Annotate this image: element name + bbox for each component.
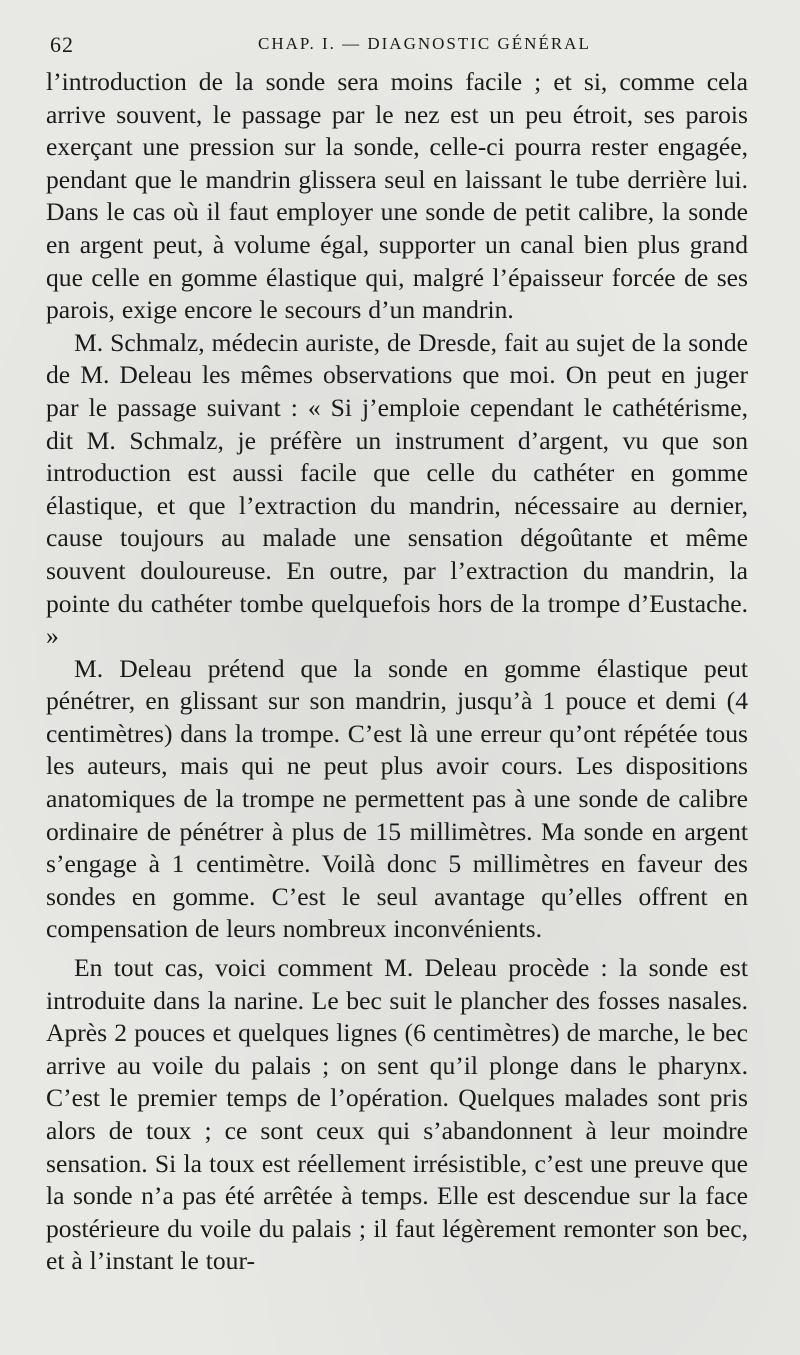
paragraph-3: M. Deleau prétend que la sonde en gomme élastique peut pénétrer, en glissant sur son mandrin, jusqu’à 1 pouce et demi (4 centimètres) dans la trompe. C’est là une erreur qu’ont répétée tous les auteurs, mais qui ne peut plus avoir cours. Les dispositions anatomiques de la trompe ne permettent pas à une sonde de calibre ordinaire de pénétrer à plus de 15 millimètres. Ma sonde en argent s’engage à 1 centimètre. Voilà donc 5 millimètres en faveur des sondes en gomme. C’est le seul avantage qu’elles offrent en compensation de leurs nombreux inconvénients. <box>46 653 748 944</box>
paragraph-4: En tout cas, voici comment M. Deleau procède : la sonde est introduite dans la narine. Le bec suit le plancher des fosses nasales. Après 2 pouces et quelques lignes (6 centimètres) de marche, le bec arrive au voile du palais ; on sent qu’il plonge dans le pharynx. C’est le premier temps de l’opération. Quelques malades sont pris alors de toux ; ce sont ceux qui s’abandonnent à leur moindre sensation. Si la toux est réellement irrésistible, c’est une preuve que la sonde n’a pas été arrêtée à temps. Elle est descendue sur la face postérieure du voile du palais ; il faut légèrement remonter son bec, et à l’instant le tour- <box>46 953 748 1276</box>
paragraph-2: M. Schmalz, médecin auriste, de Dresde, fait au sujet de la sonde de M. Deleau les mêmes observations que moi. On peut en juger par le passage suivant : « Si j’emploie cependant le cathétérisme, dit M. Schmalz, je préfère un instrument d’argent, vu que son introduction est aussi facile que celle du cathéter en gomme élastique, et que l’extraction du mandrin, nécessaire au dernier, cause toujours au malade une sensation dégoûtante et même souvent douloureuse. En outre, par l’extraction du mandrin, la pointe du cathéter tombe quelquefois hors de la trompe d’Eustache. » <box>46 327 748 651</box>
body-text <box>46 66 748 1278</box>
page-number: 62 <box>50 32 74 57</box>
paragraph-1: l’introduction de la sonde sera moins facile ; et si, comme cela arrive souvent, le passage par le nez est un peu étroit, ses parois exerçant une pression sur la sonde, celle-ci pourra rester engagée, pendant que le mandrin glissera seul en laissant le tube derrière lui. Dans le cas où il faut employer une sonde de petit calibre, la sonde en argent peut, à volume égal, supporter un canal bien plus grand que celle en gomme élastique qui, malgré l’épaisseur forcée de ses parois, exige encore le secours d’un mandrin. <box>46 67 748 325</box>
running-head: CHAP. I. — DIAGNOSTIC GÉNÉRAL <box>258 34 591 53</box>
page-header <box>46 26 748 64</box>
